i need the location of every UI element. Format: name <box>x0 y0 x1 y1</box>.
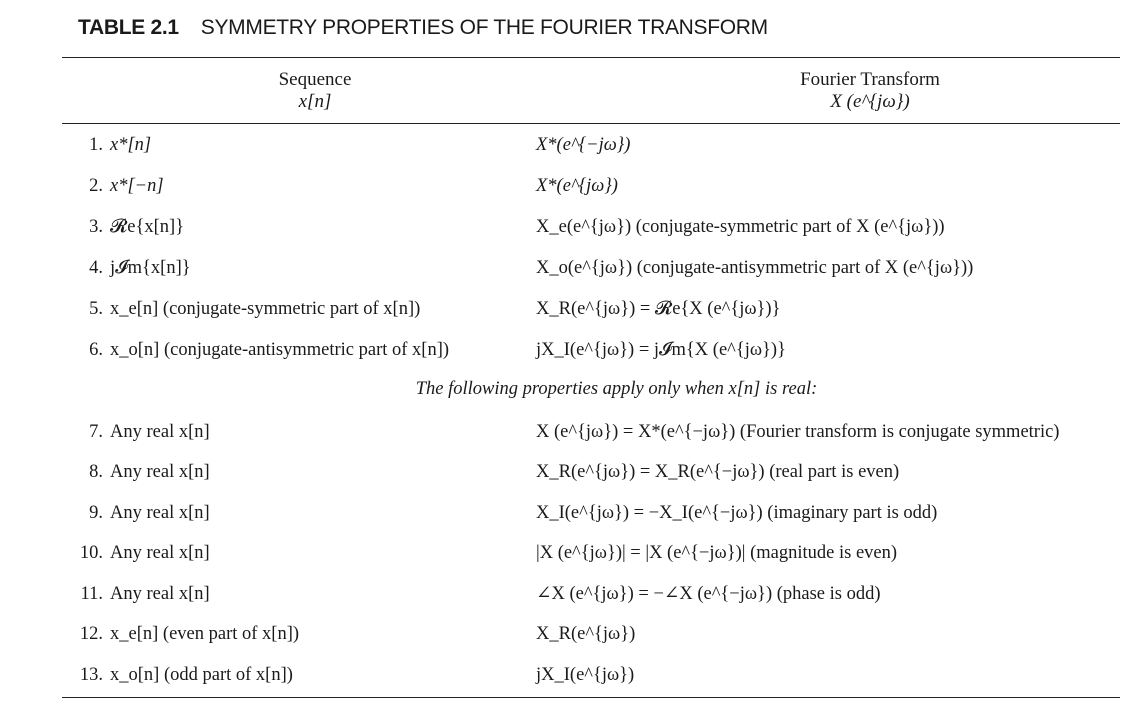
table-row <box>0 533 1143 573</box>
table-title <box>78 16 768 40</box>
row-number: 10. <box>79 543 103 563</box>
row-sequence: Any real x[n] <box>110 543 210 563</box>
table-row <box>0 207 1143 247</box>
row-sequence: x_e[n] (even part of x[n]) <box>110 624 300 644</box>
row-sequence: Any real x[n] <box>110 503 210 523</box>
row-transform: jX_I(e^{jω}) = j𝓘m{X (e^{jω})} <box>536 340 786 360</box>
column-header-transform-label: Fourier Transform <box>800 69 940 90</box>
column-header-sequence-symbol: x[n] <box>298 91 332 112</box>
column-header-transform-symbol: X (e^{jω}) <box>830 91 910 112</box>
row-number: 11. <box>80 584 103 604</box>
row-sequence: x_e[n] (conjugate-symmetric part of x[n]) <box>110 299 421 319</box>
row-number: 2. <box>89 176 103 196</box>
real-sequence-note: The following properties apply only when x[n] is real: <box>415 379 818 399</box>
row-transform: |X (e^{jω})| = |X (e^{−jω})| (magnitude is even) <box>536 543 898 563</box>
row-transform: X_R(e^{jω}) = X_R(e^{−jω}) (real part is even) <box>536 462 900 482</box>
row-number: 3. <box>89 217 103 237</box>
row-sequence: Any real x[n] <box>110 462 210 482</box>
row-transform: X_R(e^{jω}) = 𝓡e{X (e^{jω})} <box>536 299 781 319</box>
row-transform: X_R(e^{jω}) <box>536 624 636 644</box>
row-number: 4. <box>89 258 103 278</box>
table-row <box>0 166 1143 206</box>
row-sequence: x_o[n] (odd part of x[n]) <box>110 665 293 685</box>
row-transform: jX_I(e^{jω}) <box>536 665 635 685</box>
row-number: 8. <box>89 462 103 482</box>
table-number: TABLE 2.1 <box>78 16 179 39</box>
row-transform: X_e(e^{jω}) (conjugate-symmetric part of X (e^{jω})) <box>536 217 945 237</box>
row-number: 9. <box>89 503 103 523</box>
row-transform: X_I(e^{jω}) = −X_I(e^{−jω}) (imaginary part is odd) <box>536 503 938 523</box>
row-number: 1. <box>89 135 103 155</box>
column-header-sequence <box>190 69 440 113</box>
row-number: 7. <box>89 422 103 442</box>
table-row <box>0 452 1143 492</box>
table-row <box>0 330 1143 370</box>
row-transform: X_o(e^{jω}) (conjugate-antisymmetric part of X (e^{jω})) <box>536 258 974 278</box>
header-rule <box>62 123 1120 124</box>
row-sequence: 𝓡e{x[n]} <box>110 217 185 237</box>
table-row <box>0 655 1143 695</box>
row-number: 6. <box>89 340 103 360</box>
row-number: 5. <box>89 299 103 319</box>
row-sequence: x*[−n] <box>110 176 164 196</box>
bottom-rule <box>62 697 1120 698</box>
table-row <box>0 614 1143 654</box>
column-header-sequence-label: Sequence <box>278 69 352 90</box>
table-row <box>0 289 1143 329</box>
row-transform: ∠X (e^{jω}) = −∠X (e^{−jω}) (phase is odd) <box>536 584 881 604</box>
table-row <box>0 248 1143 288</box>
row-transform: X*(e^{jω}) <box>536 176 618 196</box>
table-row <box>0 574 1143 614</box>
row-sequence: x_o[n] (conjugate-antisymmetric part of x[n]) <box>110 340 450 360</box>
table-caption: SYMMETRY PROPERTIES OF THE FOURIER TRANSFORM <box>200 16 768 39</box>
column-header-transform <box>700 69 1040 113</box>
row-transform: X*(e^{−jω}) <box>536 135 631 155</box>
row-transform: X (e^{jω}) = X*(e^{−jω}) (Fourier transform is conjugate symmetric) <box>536 422 1060 442</box>
table-row <box>0 493 1143 533</box>
row-number: 13. <box>79 665 103 685</box>
row-sequence: Any real x[n] <box>110 584 210 604</box>
table-row <box>0 412 1143 452</box>
row-sequence: j𝓘m{x[n]} <box>110 258 191 278</box>
table-row <box>0 125 1143 165</box>
top-rule <box>62 57 1120 58</box>
row-sequence: Any real x[n] <box>110 422 210 442</box>
row-sequence: x*[n] <box>110 135 152 155</box>
row-number: 12. <box>79 624 103 644</box>
